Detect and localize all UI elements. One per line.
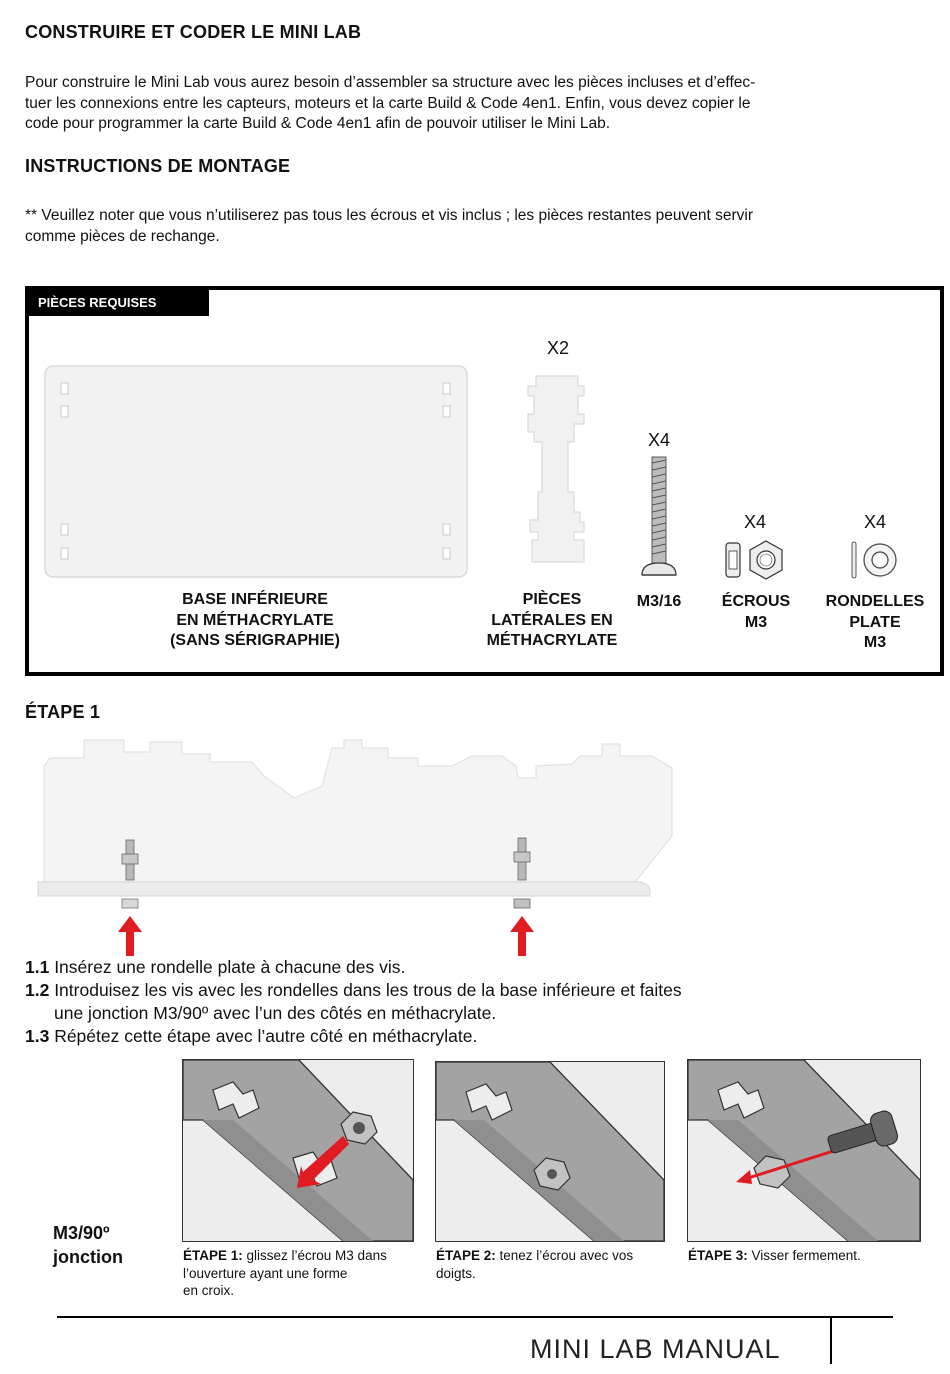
section-title-assembly: INSTRUCTIONS DE MONTAGE [25, 156, 291, 176]
instruction-line: 1.1 Insérez une rondelle plate à chacune des vis. [25, 957, 406, 977]
instruction-line: 1.2 Introduisez les vis avec les rondelles dans les trous de la base inférieure et faites [25, 980, 682, 1000]
step-1-instructions [25, 956, 925, 1048]
substep-1-photo [182, 1059, 414, 1242]
part-label-nuts: ÉCROUS M3 [721, 593, 791, 631]
substep-3-photo [687, 1059, 921, 1242]
note-line: ** Veuillez noter que vous n’utiliserez pas tous les écrous et vis inclus ; les pièces restantes peuvent servir [25, 207, 754, 224]
instruction-line: 1.3 Répétez cette étape avec l’autre côté en méthacrylate. [25, 1026, 478, 1046]
substep-1-caption: ÉTAPE 1: glissez l’écrou M3 dans l’ouverture ayant une forme en croix. [183, 1248, 387, 1298]
footer-divider [830, 1316, 832, 1364]
intro-line: Pour construire le Mini Lab vous aurez besoin d’assembler sa structure avec les pièces incluses et d’effec- [25, 74, 756, 91]
quantity-washers: X4 [863, 512, 887, 532]
base-plate-image [44, 365, 469, 579]
substep-2-caption: ÉTAPE 2: tenez l’écrou avec vos doigts. [436, 1248, 634, 1281]
part-label-base: BASE INFÉRIEURE EN MÉTHACRYLATE (SANS SÉRIGRAPHIE) [170, 591, 340, 649]
part-label-washers: RONDELLES PLATE M3 [825, 593, 925, 651]
junction-label: M3/90º jonction [53, 1223, 123, 1267]
quantity-screws: X4 [647, 430, 671, 450]
side-piece-image [524, 372, 588, 572]
intro-line: tuer les connexions entre les capteurs, moteurs et la carte Build & Code 4en1. Enfin, vous devez copier le [25, 94, 751, 112]
part-label-screw: M3/16 [636, 593, 682, 610]
quantity-side-pieces: X2 [546, 338, 570, 358]
note-line: comme pièces de rechange. [25, 227, 220, 245]
quantity-nuts: X4 [743, 512, 767, 532]
substep-2-photo [435, 1061, 665, 1242]
screw-image [638, 455, 682, 581]
footer-rule [57, 1316, 893, 1318]
intro-paragraph [25, 73, 925, 135]
footer-manual-title: MINI LAB MANUAL [530, 1334, 781, 1364]
step-1-title: ÉTAPE 1 [25, 702, 101, 722]
required-parts-tab: PIÈCES REQUISES [25, 289, 209, 316]
washer-image [848, 537, 900, 583]
substep-3-caption: ÉTAPE 3: Visser fermement. [688, 1248, 861, 1263]
page-title: CONSTRUIRE ET CODER LE MINI LAB [25, 22, 362, 42]
step-1-assembly-photo [32, 736, 682, 961]
part-label-side: PIÈCES LATÉRALES EN MÉTHACRYLATE [486, 591, 618, 649]
instruction-line: une jonction M3/90º avec l’un des côtés en méthacrylate. [54, 1003, 497, 1023]
note-paragraph [25, 206, 925, 247]
nut-image [724, 537, 788, 583]
intro-line: code pour programmer la carte Build & Code 4en1 afin de pouvoir utiliser le Mini Lab. [25, 115, 611, 132]
